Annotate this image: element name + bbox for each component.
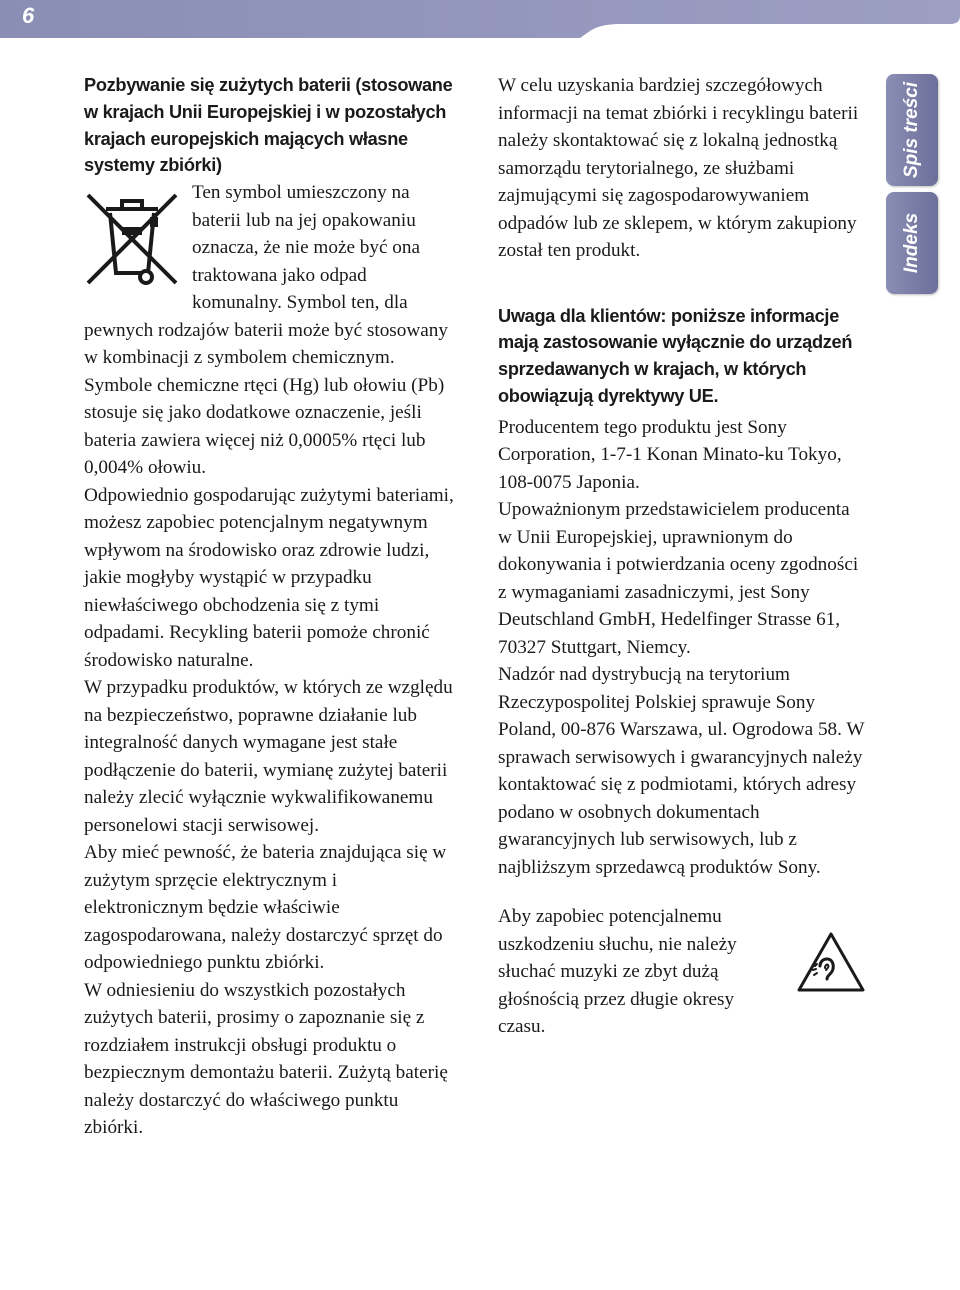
page-number: 6 [22,3,35,28]
manufacturer-paragraph: Producentem tego produktu jest Sony Corporation, 1-7-1 Konan Minato-ku Tokyo, 108-0075 Japonia. [498,416,842,493]
tab-index-label: Indeks [901,212,922,274]
representative-paragraph: Upoważnionym przedstawicielem producenta w Unii Europejskiej, uprawnionym do dokonywania i potwierdzania oceny zgodności z wymaganiami zasadniczymi, jest Sony Deutschland GmbH, Hedelfinger Strasse 61, 70327 Stuttgart, Niemcy. [498,499,859,658]
battery-symbol-paragraph: Ten symbol umieszczony na baterii lub na jej opakowaniu oznacza, że nie może być ona traktowana jako odpad komunalny. Symbol ten, dla pewnych rodzajów baterii może być stosowany w kombinacji z symbolem chemicznym. Symbole chemiczne rtęci (Hg) lub ołowiu (Pb) stosuje się jako dodatkowe oznaczenie, jeśli bateria zawiera więcej niż 0,0005% rtęci lub 0,004% ołowiu. [84,182,448,479]
battery-disposal-heading: Pozbywanie się zużytych baterii (stosowane w krajach Unii Europejskiej i w pozostałych krajach europejskich mających własne systemy zbiórki) [84,75,453,176]
right-column [498,72,868,1041]
hearing-warning [498,903,868,1041]
battery-equipment-paragraph: Aby mieć pewność, że bateria znajdująca się w zużytym sprzęcie elektrycznym i elektronicznym będzie właściwie zagospodarowana, należy dostarczyć sprzęt do odpowiedniego punktu zbiórki. [84,842,447,974]
tab-index[interactable] [886,192,938,294]
supervision-paragraph: Nadzór nad dystrybucją na terytorium Rzeczypospolitej Polskiej sprawuje Sony Poland, 00-876 Warszawa, ul. Ogrodowa 58. W sprawach serwisowych i gwarancyjnych należy kontaktować się z podmiotami, których adresy podano w osobnych dokumentach gwarancyjnych lub serwisowych, lub z najbliższym sprzedawcą produktów Sony. [498,664,865,878]
battery-disposal-paragraph: Odpowiednio gospodarując zużytymi bateriami, możesz zapobiec potencjalnym negatywnym wpływom na środowisko oraz zdrowie ludzi, jakie mogłyby wystąpić w przypadku niewłaściwego obchodzenia się z tymi odpadami. Recykling baterii pomoże chronić środowisko naturalne. [84,484,454,671]
header-bar [0,0,960,38]
battery-other-paragraph: W odniesieniu do wszystkich pozostałych zużytych baterii, prosimy o zapoznanie się z rozdziałem instrukcji obsługi produktu o bezpiecznym demontażu baterii. Zużytą baterię należy dostarczyć do właściwego punktu zbiórki. [84,979,448,1139]
crossed-out-wheeled-bin-icon [84,187,180,291]
left-column [84,72,454,1142]
recycling-details-paragraph: W celu uzyskania bardziej szczegółowych informacji na temat zbiórki i recyklingu baterii należy skontaktować się z lokalną jednostką samorządu terytorialnego, ze służbami zajmującymi się zagospodarowywaniem odpadów lub ze sklepem, w którym zakupiony został ten produkt. [498,75,859,261]
hearing-warning-paragraph: Aby zapobiec potencjalnemu uszkodzeniu słuchu, nie należy słuchać muzyki ze zbyt dużą głośnością przez długie okresy czasu. [498,906,737,1038]
eu-notice-heading: Uwaga dla klientów: poniższe informacje mają zastosowanie wyłącznie do urządzeń sprzedawanych w krajach, w których obowiązują dyrektywy UE. [498,305,853,406]
battery-safety-paragraph: W przypadku produktów, w których ze względu na bezpieczeństwo, poprawne działanie lub integralność danych wymagane jest stałe podłączenie do baterii, wymianę zużytej baterii należy zlecić wyłącznie wykwalifikowanemu personelowi stacji serwisowej. [84,677,453,836]
hearing-warning-icon [796,931,866,993]
tab-table-of-contents-label: Spis treści [901,81,922,179]
tab-table-of-contents[interactable] [886,74,938,186]
header-bar-shape [0,0,960,38]
